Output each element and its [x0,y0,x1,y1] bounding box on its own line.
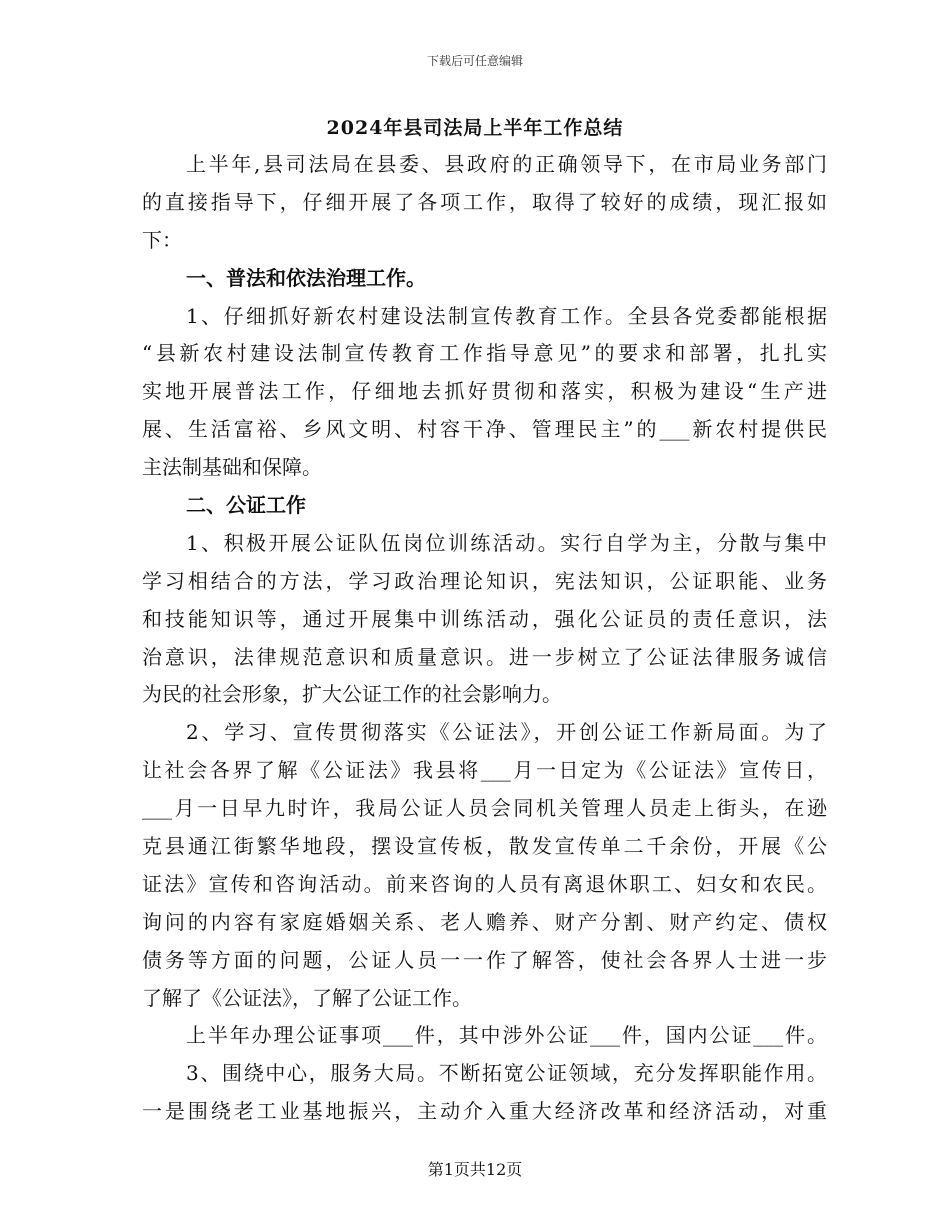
paragraph-line: “县新农村建设法制宣传教育工作指导意见”的要求和部署，扎扎实 [142,341,827,366]
paragraph-line: 的直接指导下，仔细开展了各项工作，取得了较好的成绩，现汇报如 [142,189,827,214]
paragraph-line: 和技能知识等，通过开展集中训练活动，强化公证员的责任意识，法 [142,606,827,631]
paragraph-line: 展、生活富裕、乡风文明、村容干净、管理民主”的___新农村提供民 [142,417,827,442]
section-heading: 一、普法和依法治理工作。 [186,265,426,290]
document-title: 2024年县司法局上半年工作总结 [326,117,624,139]
paragraph-line: 2、学习、宣传贯彻落实《公证法》，开创公证工作新局面。为了 [186,720,827,745]
paragraph-line: 上半年,县司法局在县委、县政府的正确领导下，在市局业务部门 [186,152,827,176]
paragraph-line: 债务等方面的问题，公证人员一一作了解答，使社会各界人士进一步 [142,947,827,972]
paragraph-line: 下： [142,227,182,252]
section-heading: 二、公证工作 [186,493,306,518]
paragraph-line: 学习相结合的方法，学习政治理论知识，宪法知识，公证职能、业务 [142,568,827,593]
page-footer: 第1页共12页 [427,1160,523,1179]
paragraph-line: 询问的内容有家庭婚姻关系、老人赡养、财产分割、财产约定、债权 [142,909,827,934]
paragraph-line: 让社会各界了解《公证法》我县将___月一日定为《公证法》宣传日， [142,758,827,783]
document-body [142,146,827,1131]
paragraph-line: 治意识，法律规范意识和质量意识。进一步树立了公证法律服务诚信 [142,644,827,669]
paragraph-line: 1、仔细抓好新农村建设法制宣传教育工作。全县各党委都能根据 [186,303,827,328]
paragraph-line: ___月一日早九时许，我局公证人员会同机关管理人员走上街头，在逊 [142,796,827,821]
page-header: 下载后可任意编辑 [426,54,523,68]
paragraph-line: 主法制基础和保障。 [142,455,322,480]
paragraph-line: 为民的社会形象，扩大公证工作的社会影响力。 [142,682,562,707]
paragraph-line: 证法》宣传和咨询活动。前来咨询的人员有离退休职工、妇女和农民。 [142,871,827,896]
paragraph-line: 实地开展普法工作，仔细地去抓好贯彻和落实，积极为建设“生产进 [142,379,827,404]
paragraph-line: 3、围绕中心，服务大局。不断拓宽公证领域，充分发挥职能作用。 [186,1061,827,1086]
paragraph-line: 了解了《公证法》，了解了公证工作。 [142,985,472,1010]
paragraph-line: 克县通江街繁华地段，摆设宣传板，散发宣传单二千余份，开展《公 [142,834,827,859]
paragraph-line: 1、积极开展公证队伍岗位训练活动。实行自学为主，分散与集中 [186,530,827,555]
paragraph-line: 一是围绕老工业基地振兴，主动介入重大经济改革和经济活动，对重 [142,1099,827,1124]
paragraph-line: 上半年办理公证事项___件，其中涉外公证___件，国内公证___件。 [186,1023,827,1048]
